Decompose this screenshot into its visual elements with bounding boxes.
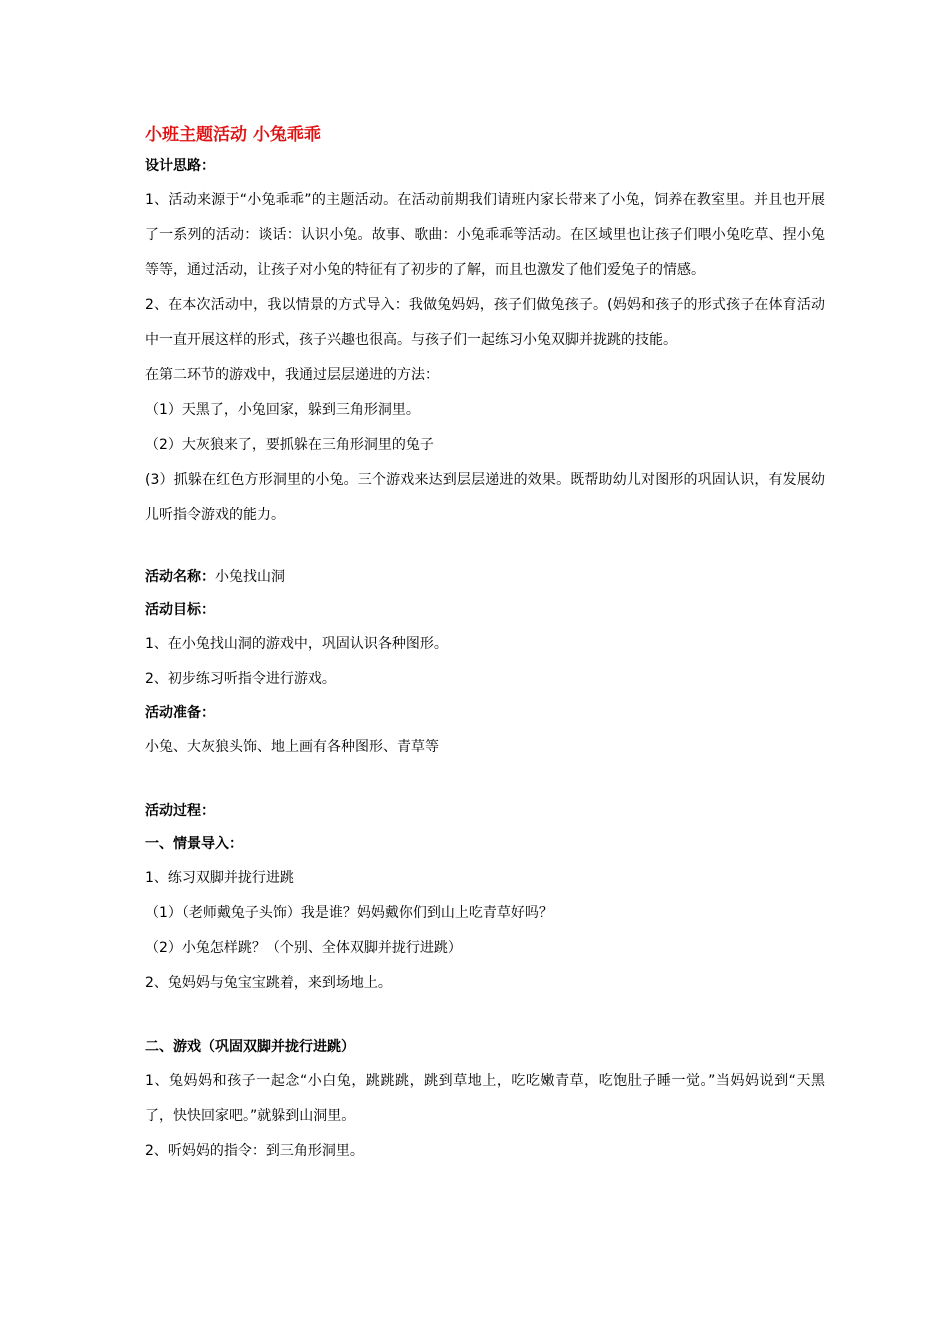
document-page bbox=[145, 120, 825, 1169]
process-section-1-label: 一、情景导入： bbox=[145, 836, 243, 852]
process-section-1-item-2: 2、兔妈妈与兔宝宝跳着，来到场地上。 bbox=[145, 975, 392, 991]
design-step-2: （2）大灰狼来了，要抓躲在三角形洞里的兔子 bbox=[145, 437, 434, 453]
activity-name-value: 小兔找山洞 bbox=[215, 569, 285, 585]
process-section-1-item-1b: （2）小兔怎样跳？（个别、全体双脚并拢行进跳） bbox=[145, 940, 462, 956]
spacer bbox=[145, 1001, 825, 1031]
design-step-1: （1）天黑了，小兔回家，躲到三角形洞里。 bbox=[145, 402, 420, 418]
activity-goal-1: 1、在小兔找山洞的游戏中，巩固认识各种图形。 bbox=[145, 636, 448, 652]
process-label: 活动过程： bbox=[145, 803, 215, 819]
process-section-2-item-1: 1、兔妈妈和孩子一起念“小白兔，跳跳跳，跳到草地上，吃吃嫩青草，吃饱肚子睡一觉。”当妈妈说到“天黑了，快快回家吧。”就躲到山洞里。 bbox=[145, 1073, 825, 1124]
activity-goal-2: 2、初步练习听指令进行游戏。 bbox=[145, 671, 336, 687]
design-label: 设计思路： bbox=[145, 158, 215, 174]
design-paragraph-2: 2、在本次活动中，我以情景的方式导入：我做兔妈妈，孩子们做兔孩子。(妈妈和孩子的形式孩子在体育活动中一直开展这样的形式，孩子兴趣也很高。与孩子们一起练习小兔双脚并拢跳的技能。 bbox=[145, 297, 825, 348]
activity-goal-label: 活动目标： bbox=[145, 602, 215, 618]
process-section-2-label: 二、游戏（巩固双脚并拢行进跳） bbox=[145, 1039, 355, 1055]
process-section-1-item-1a: （1）（老师戴兔子头饰）我是谁？妈妈戴你们到山上吃青草好吗？ bbox=[145, 905, 553, 921]
activity-prep-label: 活动准备： bbox=[145, 705, 215, 721]
activity-name-label: 活动名称： bbox=[145, 569, 215, 585]
activity-name-line bbox=[145, 561, 825, 594]
process-section-2-item-2: 2、听妈妈的指令：到三角形洞里。 bbox=[145, 1143, 364, 1159]
design-paragraph-1: 1、活动来源于“小兔乖乖”的主题活动。在活动前期我们请班内家长带来了小兔，饲养在教室里。并且也开展了一系列的活动：谈话：认识小兔。故事、歌曲：小兔乖乖等活动。在区域里也让孩子们喂小兔吃草、捏小兔等等，通过活动，让孩子对小兔的特征有了初步的了解，而且也激发了他们爱兔子的情感。 bbox=[145, 192, 825, 278]
design-step-3: (3）抓躲在红色方形洞里的小兔。三个游戏来达到层层递进的效果。既帮助幼儿对图形的巩固认识，有发展幼儿听指令游戏的能力。 bbox=[145, 472, 825, 523]
spacer bbox=[145, 765, 825, 795]
design-paragraph-3: 在第二环节的游戏中，我通过层层递进的方法： bbox=[145, 367, 439, 383]
spacer bbox=[145, 533, 825, 561]
process-section-1-item-1: 1、练习双脚并拢行进跳 bbox=[145, 870, 294, 886]
document-title: 小班主题活动 小兔乖乖 bbox=[145, 125, 321, 145]
activity-prep-value: 小兔、大灰狼头饰、地上画有各种图形、青草等 bbox=[145, 739, 439, 755]
